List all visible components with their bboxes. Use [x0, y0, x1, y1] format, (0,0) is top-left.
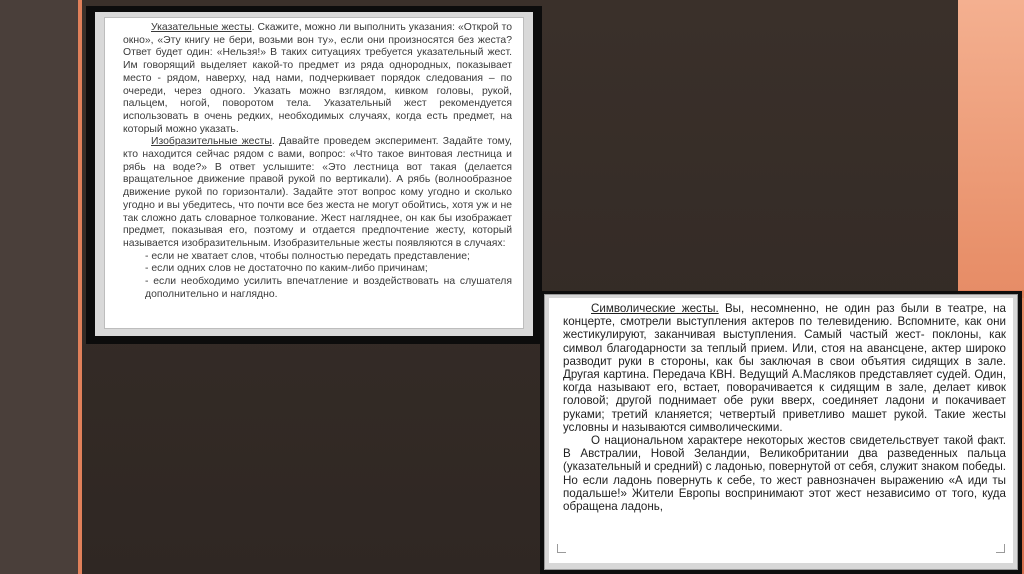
paragraph-symbolic-gestures: [563, 302, 1006, 434]
list-item: - если не хватает слов, чтобы полностью передать представление;: [145, 250, 470, 262]
paragraph-pointing-gestures: [123, 22, 512, 136]
heading-pointing-gestures: Указательные жесты: [151, 22, 252, 33]
page-corner-mark-left: [557, 544, 566, 553]
left-decor-stripe: [0, 0, 78, 574]
page-corner-mark-right: [996, 544, 1005, 553]
text-card-2: [549, 298, 1013, 563]
left-accent-line: [78, 0, 82, 574]
text-symbolic-gestures: Вы, несомненно, не один раз были в театре, на концерте, смотрели выступления актеров по телевидению. Вспомните, как они жестикулируют, заканчивая выступления. Самый частый жест- поклоны, как символ благодарности за теплый прием. Или, стоя на авансцене, актер широко разводит руки в стороны, как бы заключая в свои объятия сидящих в зале. Другая картина. Передача КВН. Ведущий А.Масляков представляет судей. Один, когда называют его, встает, поворачивается к сидящим в зале, делает кивок головой; другой поднимает обе руки вверх, соединяет ладони и покачивает руками; третий кланяется; четвертый приветливо машет рукой. Такие жесты условны и называются символическими.: [563, 302, 1006, 434]
heading-depicting-gestures: Изобразительные жесты: [151, 136, 272, 148]
text-card-1: [104, 17, 524, 329]
heading-symbolic-gestures: Символические жесты.: [591, 302, 719, 315]
list-item: - если одних слов не достаточно по каким-либо причинам;: [145, 263, 428, 275]
list-item: - если необходимо усилить впечатление и воздействовать на слушателя дополнительно и наглядно.: [145, 276, 512, 300]
text-depicting-gestures: . Давайте проведем эксперимент. Задайте тому, кто находится сейчас рядом с вами, вопрос: «Что такое винтовая лестница и рябь на воде?» В ответ услышите: «Это лестница вот такая (делается вращательное движение правой рукой по вертикали). А рябь (волнообразное движение рукой по горизонтали). Задайте этот вопрос кому угодно и сколько угодно и вы убедитесь, что почти все без жеста не могут обойтись, хотя уж и не так сложно дать словарное толкование. Жест нагляднее, он как бы изображает предмет, показывая его, поэтому и отдается предпочтение жесту, который называется изобразительным. Изобразительные жесты появляются в случаях:: [123, 136, 512, 249]
text-pointing-gestures: . Скажите, можно ли выполнить указания: «Открой то окно», «Эту книгу не бери, возьми вон ту», если они произносятся без жеста? Ответ будет один: «Нельзя!» В таких ситуациях требуется указательный жест. Им говорящий выделяет какой-то предмет из ряда однородных, показывает место - рядом, наверху, над нами, подчеркивает порядок следования – по очереди, через одного. Указать можно взглядом, кивком головы, рукой, пальцем, ногой, поворотом тела. Указательный жест рекомендуется использовать в очень редких, необходимых случаях, когда есть предмет, на который можно указать.: [123, 22, 512, 135]
paragraph-national-gestures: О национальном характере некоторых жестов свидетельствует такой факт. В Австралии, Новой Зеландии, Великобритании два разведенных пальца (указательный и средний) с ладонью, повернутой от себя, служит знаком победы. Но если ладонь повернуть к себе, то жест равнозначен выражению «А иди ты подальше!» Жители Европы воспринимают этот жест независимо от того, куда обращена ладонь,: [563, 434, 1006, 514]
paragraph-depicting-gestures: [123, 136, 512, 250]
